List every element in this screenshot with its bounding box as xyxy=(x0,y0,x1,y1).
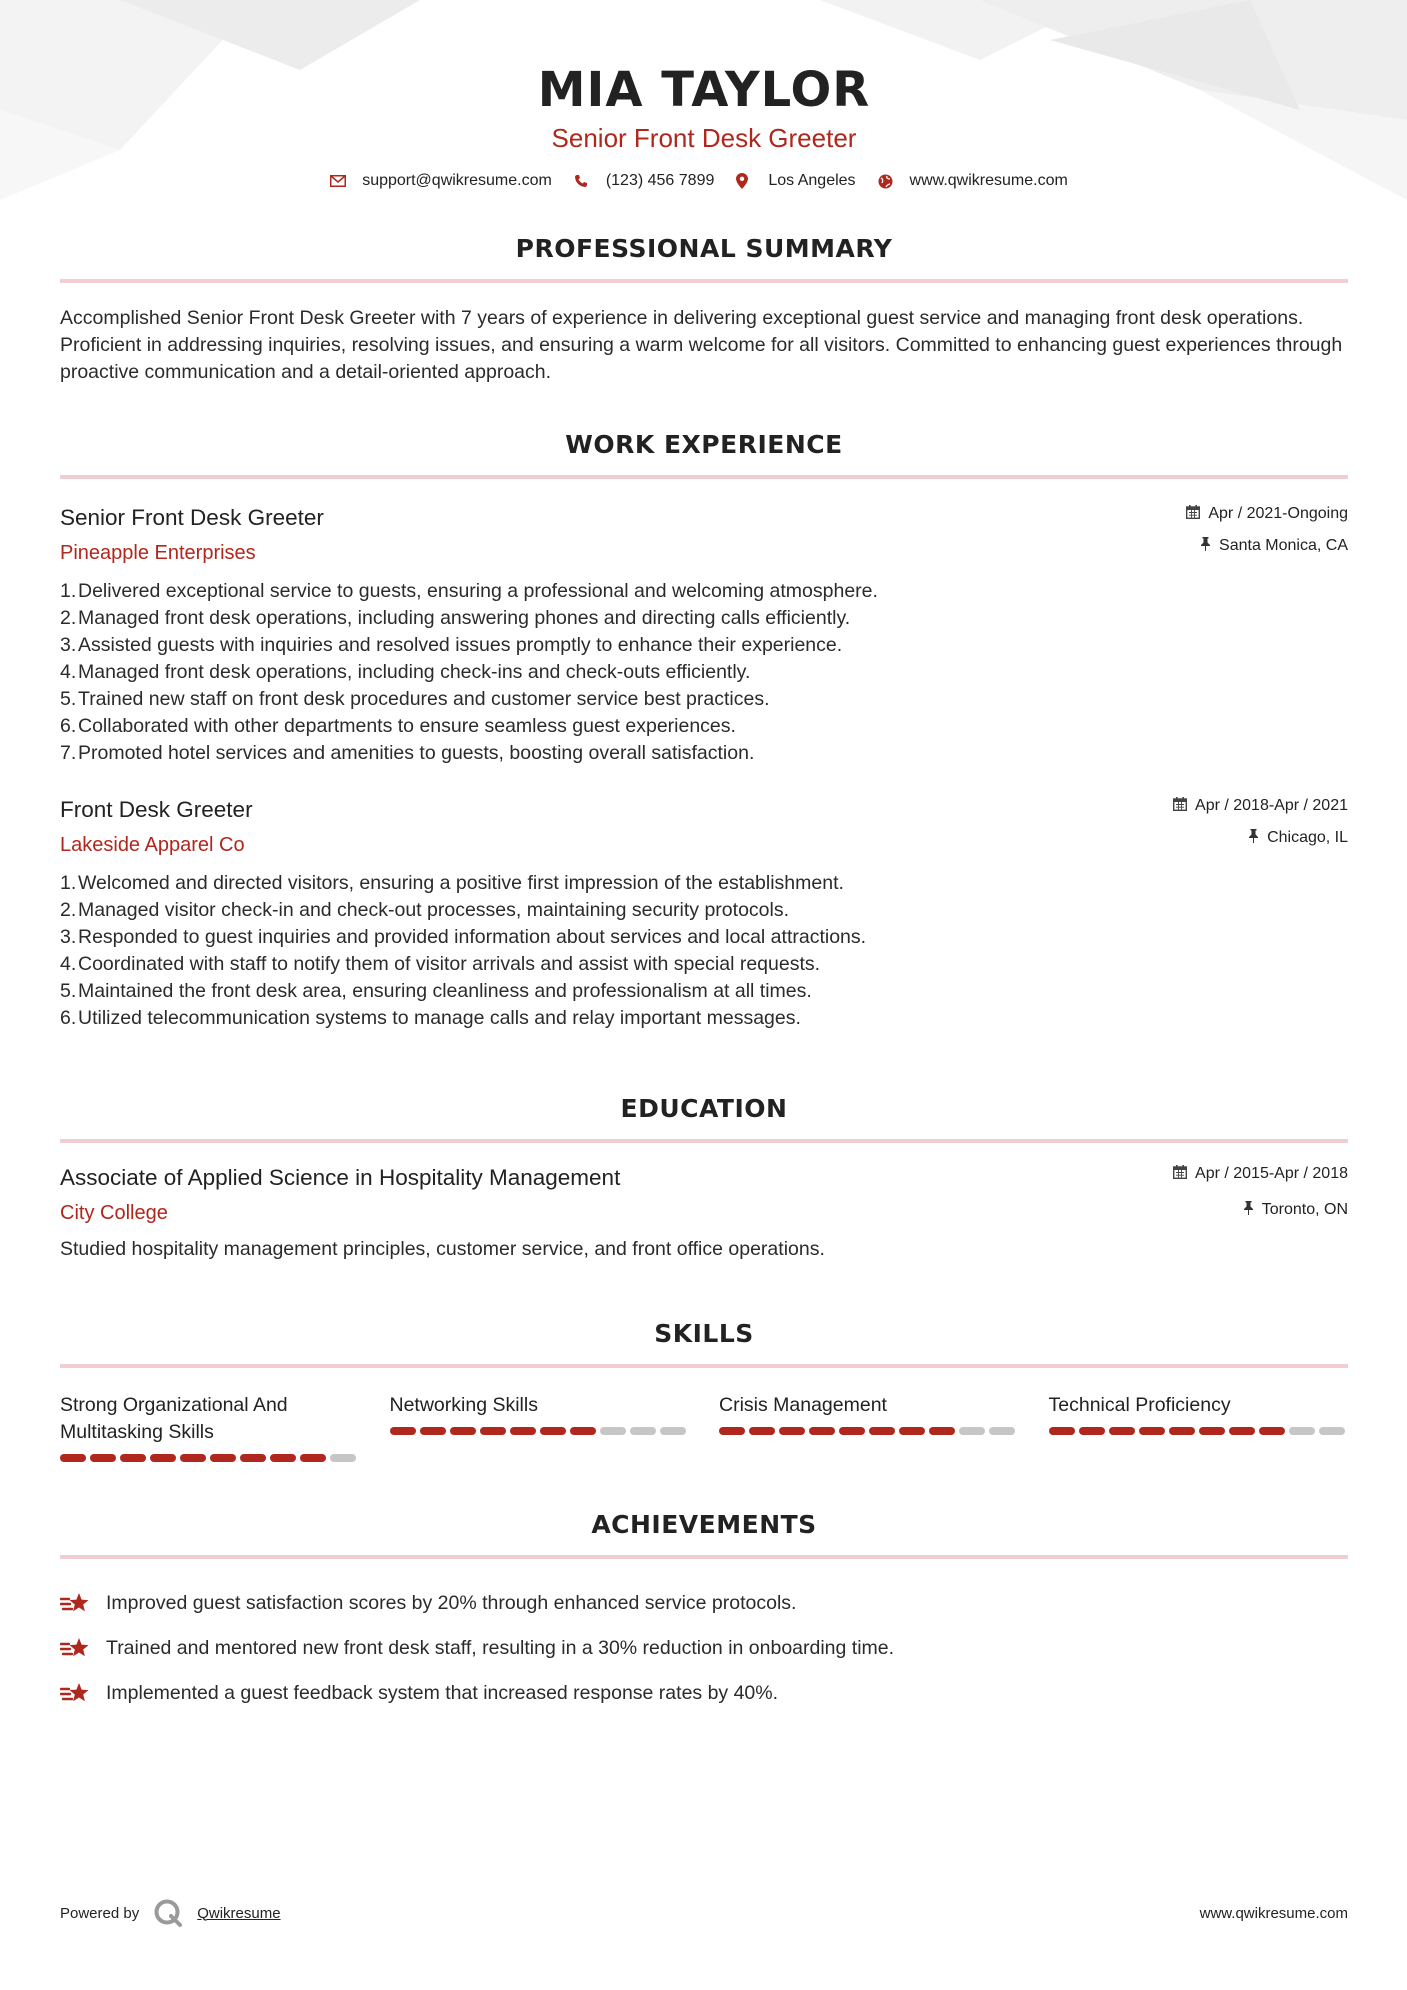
contact-email-text: support@qwikresume.com xyxy=(362,172,552,189)
skill-item xyxy=(1049,1392,1349,1462)
skills-heading: SKILLS xyxy=(654,1319,754,1348)
summary-section xyxy=(60,234,1348,386)
skill-dot-filled xyxy=(270,1454,296,1462)
list-item: 6. Utilized telecommunication systems to manage calls and relay important messages. xyxy=(60,1007,801,1029)
skill-name: Strong Organizational And Multitasking Skills xyxy=(60,1394,288,1443)
skill-dot-empty xyxy=(630,1427,656,1435)
contact-website-text: www.qwikresume.com xyxy=(909,172,1068,189)
achievements-heading: ACHIEVEMENTS xyxy=(591,1510,817,1539)
list-item: 5. Maintained the front desk area, ensuring cleanliness and professionalism at all times. xyxy=(60,980,812,1002)
contact-phone-text: (123) 456 7899 xyxy=(605,172,715,189)
section-divider xyxy=(60,1555,1348,1559)
calendar-icon xyxy=(1173,797,1187,815)
school-name: City College xyxy=(60,1202,168,1224)
skill-level-bar xyxy=(60,1454,360,1462)
contact-location-text: Los Angeles xyxy=(768,172,856,189)
contact-location xyxy=(736,172,855,190)
list-item: 3. Assisted guests with inquiries and resolved issues promptly to enhance their experience. xyxy=(60,634,843,656)
skill-dot-filled xyxy=(180,1454,206,1462)
candidate-name: MIA TAYLOR xyxy=(537,62,871,118)
job-company: Pineapple Enterprises xyxy=(60,542,256,564)
list-item: 2. Managed front desk operations, including answering phones and directing calls efficiently. xyxy=(60,607,851,629)
resume-header xyxy=(60,0,1348,190)
skill-item xyxy=(390,1392,690,1462)
qwikresume-logo-icon xyxy=(153,1898,183,1928)
skill-dot-filled xyxy=(480,1427,506,1435)
skill-dot-filled xyxy=(390,1427,416,1435)
skill-dot-filled xyxy=(869,1427,895,1435)
skill-dot-empty xyxy=(1289,1427,1315,1435)
skill-dot-filled xyxy=(540,1427,566,1435)
job-entry xyxy=(60,795,1348,1032)
skill-dot-empty xyxy=(1319,1427,1345,1435)
achievements-section xyxy=(60,1510,1348,1716)
qwikresume-link[interactable]: Qwikresume xyxy=(197,1904,281,1922)
list-item: 7. Promoted hotel services and amenities to guests, boosting overall satisfaction. xyxy=(60,742,755,764)
list-item: 4. Coordinated with staff to notify them of visitor arrivals and assist with special requests. xyxy=(60,953,821,975)
job-location-text: Chicago, IL xyxy=(1267,829,1348,846)
skill-item xyxy=(719,1392,1019,1462)
envelope-icon xyxy=(330,175,348,187)
skills-grid xyxy=(60,1392,1348,1462)
shooting-star-icon xyxy=(60,1680,92,1708)
page-footer xyxy=(60,1898,1348,1928)
list-item: 1. Delivered exceptional service to guests, ensuring a professional and welcoming atmosphere. xyxy=(60,580,878,602)
job-bullets xyxy=(60,870,1348,1032)
calendar-icon xyxy=(1186,505,1200,523)
list-item: 4. Managed front desk operations, including check-ins and check-outs efficiently. xyxy=(60,661,751,683)
skill-dot-filled xyxy=(450,1427,476,1435)
map-pin-icon xyxy=(736,173,754,189)
skill-name: Technical Proficiency xyxy=(1048,1394,1231,1416)
skill-dot-filled xyxy=(1049,1427,1075,1435)
list-item: 1. Welcomed and directed visitors, ensuring a positive first impression of the establishment. xyxy=(60,872,844,894)
skill-level-bar xyxy=(1049,1427,1349,1435)
pushpin-icon xyxy=(1248,829,1259,847)
shooting-star-icon xyxy=(60,1590,92,1618)
skill-dot-empty xyxy=(959,1427,985,1435)
skill-dot-filled xyxy=(1199,1427,1225,1435)
skill-dot-filled xyxy=(90,1454,116,1462)
achievement-text: Improved guest satisfaction scores by 20% through enhanced service protocols. xyxy=(106,1592,797,1614)
skill-dot-filled xyxy=(570,1427,596,1435)
skill-name: Networking Skills xyxy=(389,1394,538,1416)
job-role: Senior Front Desk Greeter xyxy=(60,505,324,530)
skill-name: Crisis Management xyxy=(719,1394,887,1416)
skill-level-bar xyxy=(719,1427,1019,1435)
list-item: 2. Managed visitor check-in and check-out processes, maintaining security protocols. xyxy=(60,899,790,921)
skill-dot-filled xyxy=(719,1427,745,1435)
skill-level-bar xyxy=(390,1427,690,1435)
skill-dot-filled xyxy=(839,1427,865,1435)
skill-dot-filled xyxy=(1109,1427,1135,1435)
job-dates xyxy=(1186,503,1348,525)
pushpin-icon xyxy=(1200,537,1211,555)
skill-dot-empty xyxy=(660,1427,686,1435)
experience-heading: WORK EXPERIENCE xyxy=(565,430,843,459)
education-dates-text: Apr / 2015-Apr / 2018 xyxy=(1195,1165,1348,1182)
job-company: Lakeside Apparel Co xyxy=(60,834,245,856)
skill-dot-filled xyxy=(779,1427,805,1435)
skill-dot-empty xyxy=(989,1427,1015,1435)
job-dates-text: Apr / 2018-Apr / 2021 xyxy=(1195,797,1348,814)
education-location xyxy=(1173,1199,1348,1221)
skill-dot-filled xyxy=(1229,1427,1255,1435)
education-section xyxy=(60,1094,1348,1263)
job-location xyxy=(1173,827,1348,849)
skill-dot-filled xyxy=(510,1427,536,1435)
calendar-icon xyxy=(1173,1165,1187,1183)
achievement-item xyxy=(60,1626,1348,1671)
pushpin-icon xyxy=(1243,1201,1254,1219)
shooting-star-icon xyxy=(60,1635,92,1663)
education-dates xyxy=(1173,1163,1348,1185)
skill-dot-filled xyxy=(1169,1427,1195,1435)
phone-icon xyxy=(574,174,592,188)
skill-dot-filled xyxy=(1259,1427,1285,1435)
job-bullets xyxy=(60,578,1348,767)
job-entry xyxy=(60,503,1348,767)
skill-dot-filled xyxy=(749,1427,775,1435)
skill-dot-filled xyxy=(809,1427,835,1435)
skill-dot-filled xyxy=(1079,1427,1105,1435)
experience-section xyxy=(60,430,1348,1032)
education-description: Studied hospitality management principles, customer service, and front office operations. xyxy=(60,1238,825,1260)
achievement-item xyxy=(60,1581,1348,1626)
powered-by-label: Powered by xyxy=(60,1904,140,1922)
skill-dot-filled xyxy=(899,1427,925,1435)
list-item: 3. Responded to guest inquiries and provided information about services and local attractions. xyxy=(60,926,867,948)
footer-website[interactable]: www.qwikresume.com xyxy=(1199,1904,1348,1922)
contact-phone[interactable] xyxy=(574,172,715,190)
contact-website[interactable] xyxy=(878,172,1068,190)
contact-email[interactable] xyxy=(330,172,552,190)
skills-section xyxy=(60,1319,1348,1462)
job-dates-text: Apr / 2021-Ongoing xyxy=(1208,505,1348,522)
education-heading: EDUCATION xyxy=(620,1094,788,1123)
skill-dot-filled xyxy=(420,1427,446,1435)
powered-by xyxy=(60,1898,281,1928)
contact-bar xyxy=(60,172,1348,190)
skill-dot-empty xyxy=(600,1427,626,1435)
section-divider xyxy=(60,1139,1348,1143)
skill-dot-filled xyxy=(150,1454,176,1462)
section-divider xyxy=(60,1364,1348,1368)
list-item: 5. Trained new staff on front desk procedures and customer service best practices. xyxy=(60,688,770,710)
globe-icon xyxy=(878,174,896,189)
job-role: Front Desk Greeter xyxy=(60,797,253,822)
job-location-text: Santa Monica, CA xyxy=(1219,537,1348,554)
education-location-text: Toronto, ON xyxy=(1261,1201,1348,1218)
skill-item xyxy=(60,1392,360,1462)
resume-page xyxy=(60,0,1348,1716)
achievement-item xyxy=(60,1671,1348,1716)
skill-dot-filled xyxy=(60,1454,86,1462)
skill-dot-filled xyxy=(929,1427,955,1435)
skill-dot-filled xyxy=(210,1454,236,1462)
section-divider xyxy=(60,475,1348,479)
skill-dot-filled xyxy=(300,1454,326,1462)
summary-text: Accomplished Senior Front Desk Greeter with 7 years of experience in delivering exceptional guest service and managing front desk operations. Proficient in addressing inquiries, resolving issues, and ensuring a warm welcome for all visitors. Committed to enhancing guest experiences through proactive communication and a detail-oriented approach. xyxy=(60,307,1343,383)
skill-dot-filled xyxy=(120,1454,146,1462)
achievement-text: Trained and mentored new front desk staff, resulting in a 30% reduction in onboarding time. xyxy=(106,1637,895,1659)
job-dates xyxy=(1173,795,1348,817)
job-location xyxy=(1186,535,1348,557)
achievement-text: Implemented a guest feedback system that increased response rates by 40%. xyxy=(106,1682,779,1704)
skill-dot-empty xyxy=(330,1454,356,1462)
skill-dot-filled xyxy=(1139,1427,1165,1435)
education-entry xyxy=(60,1163,1348,1263)
skill-dot-filled xyxy=(240,1454,266,1462)
candidate-title: Senior Front Desk Greeter xyxy=(551,123,857,153)
list-item: 6. Collaborated with other departments to ensure seamless guest experiences. xyxy=(60,715,736,737)
summary-heading: PROFESSIONAL SUMMARY xyxy=(515,234,893,263)
achievements-list xyxy=(60,1581,1348,1716)
section-divider xyxy=(60,279,1348,283)
degree-title: Associate of Applied Science in Hospitality Management xyxy=(60,1165,621,1190)
